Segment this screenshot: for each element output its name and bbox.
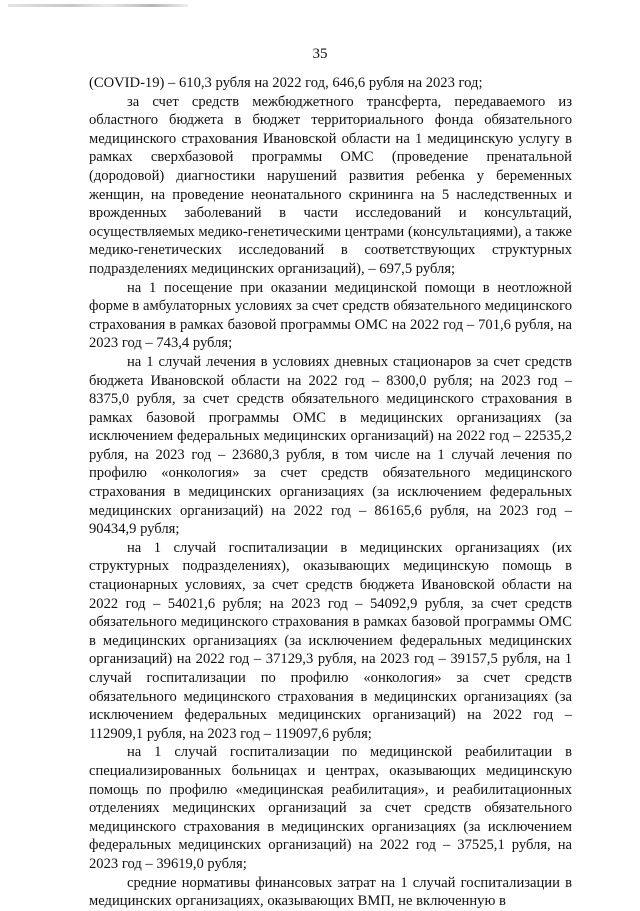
paragraph-interbudget-transfer: за счет средств межбюджетного трансферта, передаваемого из областного бюджета в бюджет территориального фонда обязательного медицинского страхования Ивановской области на 1 медицинскую услугу в рамках сверхбазовой программы ОМС (проведение пренатальной (дородовой) диагностики нарушений развития ребенка у беременных женщин, на проведение неонатального скрининга на 5 наследственных и врожденных заболеваний в части исследований и консультаций, осуществляемых медико-генетическими центрами (консультациями), а также медико-генетических исследований в соответствующих структурных подразделениях медицинских организаций), – 697,5 рубля; [89,93,572,277]
scan-edge-artifact [8,4,188,7]
paragraph-vmp-standards: средние нормативы финансовых затрат на 1 случай госпитализации в медицинских организациях, оказывающих ВМП, не включенную в [89,874,572,910]
paragraph-rehabilitation: на 1 случай госпитализации по медицинской реабилитации в специализированных больницах и центрах, оказывающих медицинскую помощь по профилю «медицинская реабилитация», и реабилитационных отделениях медицинских организаций за счет средств обязательного медицинского страхования в медицинских организациях (за исключением федеральных медицинских организаций) на 2022 год – 37525,1 рубля, на 2023 год – 39619,0 рубля; [89,744,572,872]
paragraph-emergency-visit: на 1 посещение при оказании медицинской помощи в неотложной форме в амбулаторных условиях за счет средств обязательного медицинского страхования в рамках базовой программы ОМС на 2022 год – 701,6 рубля, на 2023 год – 743,4 рубля; [89,279,572,352]
page-number: 35 [312,46,328,62]
paragraph-hospitalization: на 1 случай госпитализации в медицинских организациях (их структурных подразделениях), оказывающих медицинскую помощь в стационарных условиях, за счет средств бюджета Ивановской области на 2022 год – 54021,6 рубля; на 2023 год – 54092,9 рубля, за счет средств обязательного медицинского страхования в рамках базовой программы ОМС в медицинских организациях (за исключением федеральных медицинских организаций) на 2022 год – 37129,3 рубля, на 2023 год – 39157,5 рубля, на 1 случай госпитализации по профилю «онкология» за счет средств обязательного медицинского страхования в медицинских организациях (за исключением федеральных медицинских организаций) на 2022 год – 112909,1 рубля, на 2023 год – 119097,6 рубля; [89,539,572,742]
paragraph-continuation: (COVID-19) – 610,3 рубля на 2022 год, 646,6 рубля на 2023 год; [89,75,483,91]
document-body [89,74,572,911]
paragraph-day-hospital: на 1 случай лечения в условиях дневных стационаров за счет средств бюджета Ивановской области на 2022 год – 8300,0 рубля; на 2023 год – 8375,0 рубля, за счет средств обязательного медицинского страхования в рамках базовой программы ОМС в медицинских организациях (за исключением федеральных медицинских организаций) на 2022 год – 22535,2 рубля, на 2023 год – 23680,3 рубля, в том числе на 1 случай лечения по профилю «онкология» за счет средств обязательного медицинского страхования в медицинских организациях (за исключением федеральных медицинских организаций) на 2022 год – 86165,6 рубля, на 2023 год – 90434,9 рубля; [89,353,572,538]
